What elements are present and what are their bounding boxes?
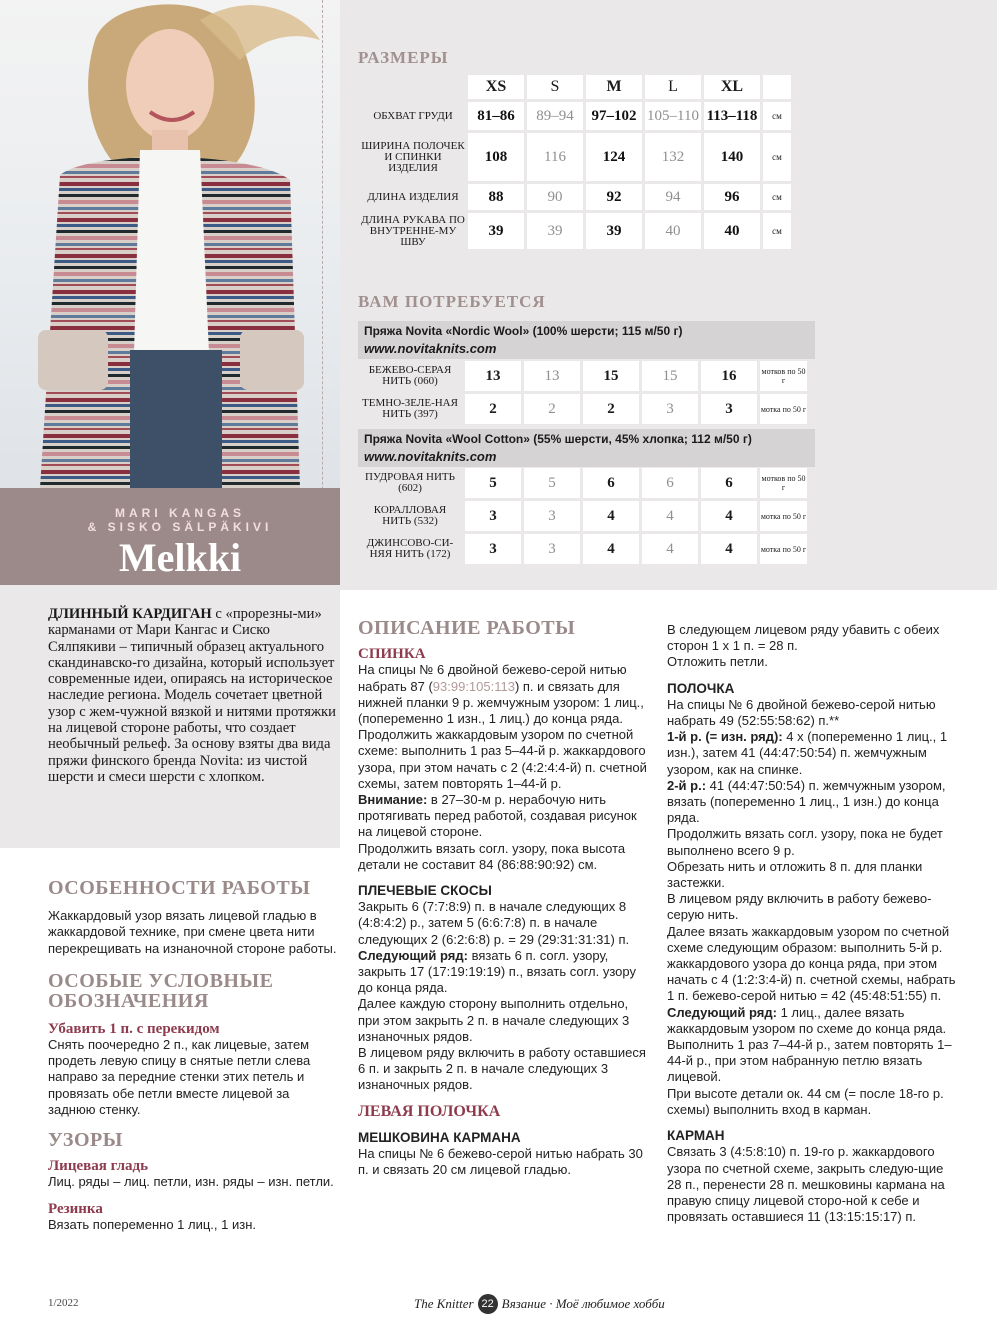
shoulder-p3: В лицевом ряду включить в работу оставшиеся 6 п. и закрыть 2 п. в начале следующих 3 изнаночных рядов. xyxy=(358,1045,646,1093)
yarn1-header xyxy=(358,321,815,359)
yarn-value: 6 xyxy=(701,468,757,498)
front-p2: Продолжить вязать согл. узору, пока не будет выполнено всего 9 р. xyxy=(667,826,943,858)
yarn-value: 5 xyxy=(465,468,521,498)
yarn-unit: мотка по 50 г xyxy=(760,394,807,424)
yarn-value: 3 xyxy=(642,394,698,424)
page-number: 22 xyxy=(478,1294,498,1314)
sizes-heading: РАЗМЕРЫ xyxy=(358,48,449,67)
front-p4: В лицевом ряду включить в работу бежево-серую нить. xyxy=(667,891,932,923)
size-value: 108 xyxy=(468,133,524,181)
yarn-value: 2 xyxy=(583,394,639,424)
shoulder-p2: Далее каждую сторону выполнить отдельно, при этом закрыть 2 п. в начале следующих 3 изнаночных рядов. xyxy=(358,996,630,1044)
size-value: 39 xyxy=(527,213,583,249)
size-value: 40 xyxy=(704,213,760,249)
size-value: 92 xyxy=(586,184,642,210)
yarn-value: 5 xyxy=(524,468,580,498)
back-title: СПИНКА xyxy=(358,646,426,663)
stockinette-title: Лицевая гладь xyxy=(48,1158,149,1175)
front-row2: 2-й р.: 41 (44:47:50:54) п. жемчужным узором, вязать (попеременно 1 лиц., 1 изн.) до конца ряда. xyxy=(667,777,946,826)
size-value: 113–118 xyxy=(704,102,760,130)
left-column xyxy=(48,877,338,1233)
decrease-title: Убавить 1 п. с перекидом xyxy=(48,1020,220,1037)
yarn-label: КОРАЛЛОВАЯ НИТЬ (532) xyxy=(373,504,447,527)
row-label: ДЛИНА РУКАВА ПО ВНУТРЕННЕ-МУ ШВУ xyxy=(361,213,465,248)
pocket-title: КАРМАН xyxy=(667,1128,725,1144)
yarn2-name: Пряжа Novita «Wool Cotton» (55% шерсти, 45% хлопка; 112 м/50 г) xyxy=(364,432,752,446)
yarn-value: 4 xyxy=(701,534,757,564)
patterns-heading: УЗОРЫ xyxy=(48,1129,123,1152)
pocket-lining-title: МЕШКОВИНА КАРМАНА xyxy=(358,1129,521,1145)
size-value: 124 xyxy=(586,133,642,181)
yarn-unit: мотков по 50 г xyxy=(760,468,807,498)
middle-column xyxy=(358,617,650,1179)
yarn-value: 3 xyxy=(465,534,521,564)
features-text: Жаккардовый узор вязать лицевой гладью в жаккардовой технике, при смене цвета нити перекрещивать на изнаночной стороне работы. xyxy=(48,908,337,956)
unit: см xyxy=(763,184,791,210)
size-header: L xyxy=(645,75,701,99)
yarn-value: 13 xyxy=(524,361,580,391)
yarn-value: 3 xyxy=(524,534,580,564)
rib-text: Вязать попеременно 1 лиц., 1 изн. xyxy=(48,1216,256,1232)
size-value: 116 xyxy=(527,133,583,181)
tagline: Вязание · Моё любимое хобби xyxy=(501,1296,665,1311)
front-row1: 1-й р. (= изн. ряд): 4 х (попеременно 1 лиц., 1 изн.), затем 41 (44:47:50:54) п. жемчужным узором, как на спинке. xyxy=(667,729,948,777)
size-value: 132 xyxy=(645,133,701,181)
yarn-value: 2 xyxy=(465,394,521,424)
symbols-heading: ОСОБЫЕ УСЛОВНЫЕ ОБОЗНАЧЕНИЯ xyxy=(48,969,274,1012)
front-title: ПОЛОЧКА xyxy=(667,680,735,696)
size-value: 39 xyxy=(468,213,524,249)
size-value: 97–102 xyxy=(586,102,642,130)
size-value: 89–94 xyxy=(527,102,583,130)
yarn-value: 4 xyxy=(583,534,639,564)
front-p5: Далее вязать жаккардовым узором по счетной схеме следующим образом: выполнить 5-й р. жаккардового узора до конца ряда, при этом начать с 4 (1:2:3:4-й) п. счетной схемы, набрать 1 п. бежево-серой нитью = 42 (45:48:51:55) п. xyxy=(667,923,956,1004)
yarn2-url: www.novitaknits.com xyxy=(364,449,497,464)
intro-body: с «прорезны-ми» карманами от Мари Кангас и Сиско Сялпякиви – типичный образец актуального скандинавско-го дизайна, который использует современные идеи, опираясь на историческое наследие региона. Модель сочетает цветной узор с жем-чужной вязкой и нитями протяжки на лицевой стороне работы, что создает необычный рельеф. За основу взяты два вида пряжи финского бренда Novita: из чистой шерсти и смеси шерсти с хлопком. xyxy=(48,606,336,785)
footer-brand xyxy=(414,1294,665,1314)
yarn-label: БЕЖЕВО-СЕРАЯ НИТЬ (060) xyxy=(368,364,452,387)
front-p1: На спицы № 6 двойной бежево-серой нитью набрать 49 (52:55:58:62) п.** xyxy=(667,696,936,729)
size-header: M xyxy=(586,75,642,99)
size-value: 88 xyxy=(468,184,524,210)
yarn-value: 3 xyxy=(701,394,757,424)
yarn-unit: мотков по 50 г xyxy=(760,361,807,391)
shoulder-next-row: Следующий ряд: вязать 6 п. согл. узору, закрыть 17 (17:19:19:19) п., вязать согл. узору до конца ряда. xyxy=(358,947,636,996)
size-value: 105–110 xyxy=(645,102,701,130)
sizes-table xyxy=(358,72,794,252)
brand-name: The Knitter xyxy=(414,1296,474,1311)
intro-lead: ДЛИННЫЙ КАРДИГАН xyxy=(48,606,212,622)
cover-photo xyxy=(0,0,340,488)
right-p1: В следующем лицевом ряду убавить с обеих сторон 1 х 1 п. = 28 п. xyxy=(667,622,940,654)
row-label: ОБХВАТ ГРУДИ xyxy=(373,109,453,122)
sizes-corner xyxy=(361,75,465,99)
yarn-label: ДЖИНСОВО-СИ-НЯЯ НИТЬ (172) xyxy=(366,537,454,560)
yarn-label: ПУДРОВАЯ НИТЬ (602) xyxy=(365,471,455,494)
pocket-lining-text: На спицы № 6 бежево-серой нитью набрать 30 п. и связать 20 см лицевой гладью. xyxy=(358,1146,643,1178)
yarn-value: 15 xyxy=(642,361,698,391)
yarn-value: 3 xyxy=(524,501,580,531)
size-value: 39 xyxy=(586,213,642,249)
yarn2-table xyxy=(355,465,810,567)
shoulder-title: ПЛЕЧЕВЫЕ СКОСЫ xyxy=(358,883,492,899)
pocket-text: Связать 3 (4:5:8:10) п. 19-го р. жаккардового узора по счетной схеме, закрыть следую-щие 28 п., перенести 28 п. мешковины кармана на правую спицу лицевой сторо-ной к себе и провязать оставшиеся 11 (13:15:15:17) п. xyxy=(667,1144,945,1225)
yarn-value: 13 xyxy=(465,361,521,391)
pattern-title: Melkki xyxy=(118,535,242,580)
yarn-value: 16 xyxy=(701,361,757,391)
yarn-value: 4 xyxy=(701,501,757,531)
intro-block xyxy=(0,590,340,848)
features-heading: ОСОБЕННОСТИ РАБОТЫ xyxy=(48,877,311,899)
stockinette-text: Лиц. ряды – лиц. петли, изн. ряды – изн. петли. xyxy=(48,1174,334,1190)
unit: см xyxy=(763,102,791,130)
size-value: 140 xyxy=(704,133,760,181)
yarn-unit: мотка по 50 г xyxy=(760,534,807,564)
rib-title: Резинка xyxy=(48,1200,103,1217)
model-illustration xyxy=(0,0,340,488)
right-p2: Отложить петли. xyxy=(667,654,768,670)
materials-heading: ВАМ ПОТРЕБУЕТСЯ xyxy=(358,292,546,311)
author-1: MARI KANGAS xyxy=(115,506,245,520)
yarn1-name: Пряжа Novita «Nordic Wool» (100% шерсти; 115 м/50 г) xyxy=(364,324,683,338)
yarn-value: 6 xyxy=(642,468,698,498)
size-header: XS xyxy=(468,75,524,99)
back-p2: Продолжить жаккардовым узором по счетной схеме: выполнить 1 раз 5–44-й р. жаккардового узора, при этом начать с 2 (4:2:4:4-й) п. счетной схемы, затем повторять 1–44-й р. xyxy=(358,727,647,791)
unit-header xyxy=(763,75,791,99)
yarn1-table xyxy=(355,358,810,427)
yarn-value: 4 xyxy=(583,501,639,531)
intro-text xyxy=(48,606,338,785)
size-value: 96 xyxy=(704,184,760,210)
shoulder-p1: Закрыть 6 (7:7:8:9) п. в начале следующих 8 (4:8:4:2) р., затем 5 (6:6:7:8) п. в начале следующих 2 (6:2:6:8) р. = 29 (29:31:31:31) п. xyxy=(358,899,630,947)
yarn-label: ТЕМНО-ЗЕЛЕ-НАЯ НИТЬ (397) xyxy=(362,397,458,420)
size-value: 40 xyxy=(645,213,701,249)
yarn-value: 6 xyxy=(583,468,639,498)
row-label: ШИРИНА ПОЛОЧЕК И СПИНКИ ИЗДЕЛИЯ xyxy=(361,139,465,174)
unit: см xyxy=(763,133,791,181)
front-p3: Обрезать нить и отложить 8 п. для планки застежки. xyxy=(667,858,923,891)
yarn-value: 15 xyxy=(583,361,639,391)
front-next-row: Следующий ряд: 1 лиц., далее вязать жаккардовым узором по схеме до конца ряда. Выполнить 1 раз 7–44-й р., затем повторять 1–44-й р., при этом набранную петлю вязать лицевой. xyxy=(667,1004,952,1085)
size-header: XL xyxy=(704,75,760,99)
size-value: 81–86 xyxy=(468,102,524,130)
size-value: 94 xyxy=(645,184,701,210)
back-p3: Продолжить вязать согл. узору, пока высота детали не составит 84 (86:88:90:92) см. xyxy=(358,840,626,872)
row-label: ДЛИНА ИЗДЕЛИЯ xyxy=(367,190,459,203)
yarn-value: 4 xyxy=(642,534,698,564)
credit-block xyxy=(0,488,340,585)
front-p6: При высоте детали ок. 44 см (= после 18-го р. схемы) выполнить вход в карман. xyxy=(667,1085,944,1117)
decrease-text: Снять поочередно 2 п., как лицевые, затем продеть левую спицу в снятые петли слева направо за передние стенки этих петель и провязать обе петли вместе лицевой за заднюю стенку. xyxy=(48,1037,311,1117)
yarn2-header xyxy=(358,429,815,467)
unit: см xyxy=(763,213,791,249)
description-heading: ОПИСАНИЕ РАБОТЫ xyxy=(358,617,576,639)
yarn-value: 4 xyxy=(642,501,698,531)
right-column xyxy=(667,622,959,1225)
size-value: 90 xyxy=(527,184,583,210)
issue-number: 1/2022 xyxy=(48,1297,79,1309)
back-p1: На спицы № 6 двойной бежево-серой нитью набрать 87 (93:99:105:113) п. и связать для нижней планки 9 р. жемчужным узором: 1 лиц., (попеременно 1 изн., 1 лиц.) до конца ряда. xyxy=(358,662,644,727)
size-header: S xyxy=(527,75,583,99)
yarn-unit: мотка по 50 г xyxy=(760,501,807,531)
author-2: & SISKO SÄLPÄKIVI xyxy=(87,520,273,534)
yarn-value: 3 xyxy=(465,501,521,531)
yarn-value: 2 xyxy=(524,394,580,424)
back-note: Внимание: в 27–30-м р. нерабочую нить протягивать перед работой, создавая рисунок на лицевой стороне. xyxy=(358,792,637,840)
left-front-title: ЛЕВАЯ ПОЛОЧКА xyxy=(358,1102,501,1120)
yarn1-url: www.novitaknits.com xyxy=(364,341,497,356)
